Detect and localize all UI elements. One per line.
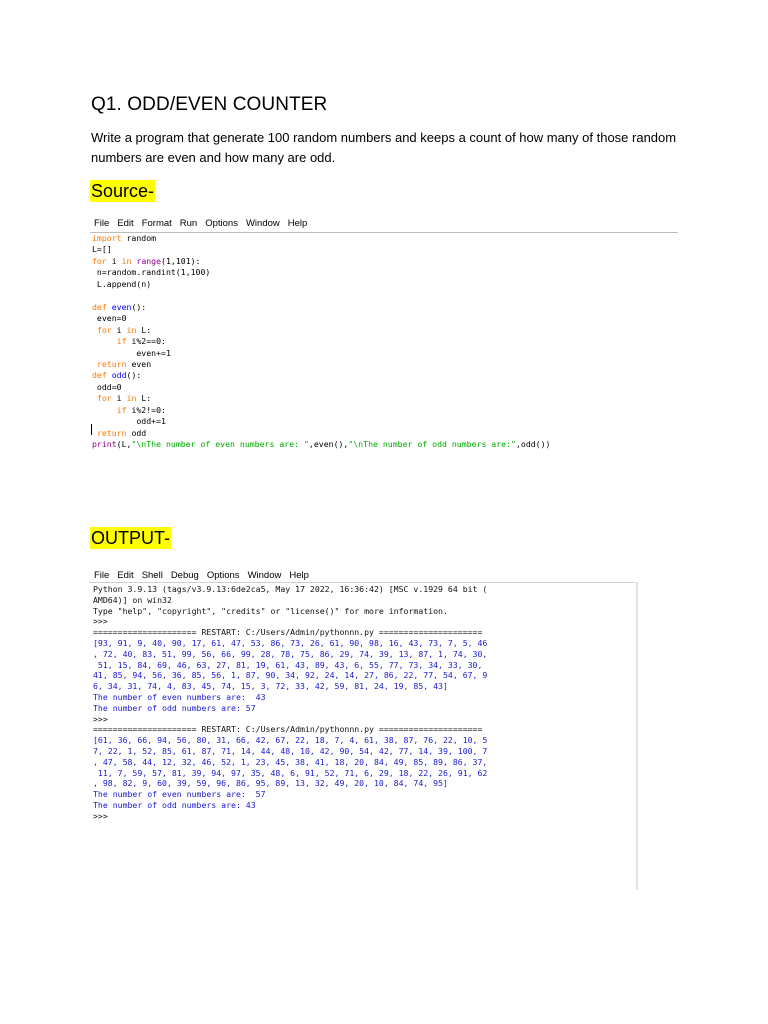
code-line: L=[] [92,244,112,255]
code-line: return odd [96,427,147,438]
shell-line: >>> [93,616,113,627]
code-line: odd+=1 [92,416,166,427]
code-line: n=random.randint(1,100) [92,267,211,278]
shell-menu-file[interactable]: File [94,570,110,581]
shell-line: , 98, 82, 9, 60, 39, 59, 96, 86, 95, 89, 13, 32, 49, 20, 10, 84, 74, 95] [93,778,448,789]
shell-line: 51, 15, 84, 69, 46, 63, 27, 81, 19, 61, 43, 89, 43, 6, 55, 77, 73, 34, 33, 30, [93,659,483,670]
code-line: for i in L: [96,393,152,404]
code-line: L.append(n) [92,278,152,289]
shell-menu-shell[interactable]: Shell [141,570,163,581]
code-line: def odd(): [92,370,142,381]
source-code-editor[interactable] [92,233,550,451]
shell-line: AMD64)] on win32 [93,594,172,605]
editor-menu-format[interactable]: Format [141,218,172,229]
editor-menubar [94,218,315,229]
shell-menu-options[interactable]: Options [206,570,240,581]
shell-line: The number of odd numbers are: 43 [93,799,256,810]
code-line: if i%2!=0: [116,404,166,415]
shell-menu-debug[interactable]: Debug [170,570,199,581]
question-title: Q1. ODD/EVEN COUNTER [91,94,328,115]
question-prompt: Write a program that generate 100 random numbers and keeps a count of how many of those random numbers are even and how many are odd. [91,130,677,165]
editor-menu-help[interactable]: Help [287,218,308,229]
shell-line: [61, 36, 66, 94, 56, 80, 31, 66, 42, 67, 22, 18, 7, 4, 61, 38, 87, 76, 22, 10, 5 [93,735,488,746]
editor-menu-window[interactable]: Window [245,218,280,229]
code-line: even+=1 [92,347,171,358]
shell-line: The number of odd numbers are: 57 [93,702,256,713]
shell-line: , 72, 40, 83, 51, 99, 56, 66, 99, 28, 78, 75, 86, 29, 74, 39, 13, 87, 1, 74, 30, [93,648,488,659]
shell-line: >>> [93,713,113,724]
shell-line: The number of even numbers are: 43 [93,691,266,702]
shell-line: ===================== RESTART: C:/Users/Admin/pythonnn.py ===================== [93,627,483,638]
editor-menu-edit[interactable]: Edit [117,218,134,229]
editor-menu-file[interactable]: File [94,218,110,229]
shell-line: ===================== RESTART: C:/Users/Admin/pythonnn.py ===================== [93,724,483,735]
editor-menu-run[interactable]: Run [179,218,198,229]
shell-line: >>> [93,810,113,821]
shell-output[interactable] [93,584,633,822]
code-line: for i in range(1,101): [92,255,201,266]
code-line: def even(): [92,301,147,312]
source-heading: Source- [91,181,155,201]
code-line: odd=0 [92,381,122,392]
shell-line: [93, 91, 9, 40, 90, 17, 61, 47, 53, 86, 73, 26, 61, 90, 98, 16, 43, 73, 7, 5, 46 [93,637,488,648]
editor-menu-options[interactable]: Options [205,218,238,229]
code-line: if i%2==0: [116,336,166,347]
shell-line: Python 3.9.13 (tags/v3.9.13:6de2ca5, May 17 2022, 16:36:42) [MSC v.1929 64 bit ( [93,584,488,594]
shell-line: 11, 7, 59, 57, 81, 39, 94, 97, 35, 48, 6, 91, 52, 71, 6, 29, 18, 22, 26, 91, 62 [93,767,488,778]
shell-line: 7, 22, 1, 52, 85, 61, 87, 71, 14, 44, 48, 10, 42, 90, 54, 42, 77, 14, 39, 100, 7 [93,745,488,756]
shell-scrollbar[interactable] [636,582,638,890]
code-line: even=0 [92,313,127,324]
code-line: import random [92,233,157,243]
code-line: print(L,"\nThe number of even numbers are: ",even(),"\nThe number of odd numbers are:",odd()) [92,439,551,450]
code-line: for i in L: [96,324,152,335]
shell-menu-window[interactable]: Window [247,570,282,581]
code-line: return even [96,358,152,369]
shell-line: , 47, 58, 44, 12, 32, 46, 52, 1, 23, 45, 38, 41, 18, 20, 84, 49, 85, 89, 86, 37, [93,756,488,767]
shell-line: The number of even numbers are: 57 [93,789,266,800]
shell-line: 6, 34, 31, 74, 4, 83, 45, 74, 15, 3, 72, 33, 42, 59, 81, 24, 19, 85, 43] [93,681,448,692]
output-heading: OUTPUT- [91,528,170,548]
shell-menubar [94,570,317,581]
shell-line: Type "help", "copyright", "credits" or "license()" for more information. [93,605,448,616]
shell-menu-edit[interactable]: Edit [117,570,134,581]
shell-menu-help[interactable]: Help [289,570,309,581]
shell-line: 41, 85, 94, 56, 36, 85, 56, 1, 87, 90, 34, 92, 24, 14, 27, 86, 22, 77, 54, 67, 9 [93,670,488,681]
text-cursor [91,424,92,435]
